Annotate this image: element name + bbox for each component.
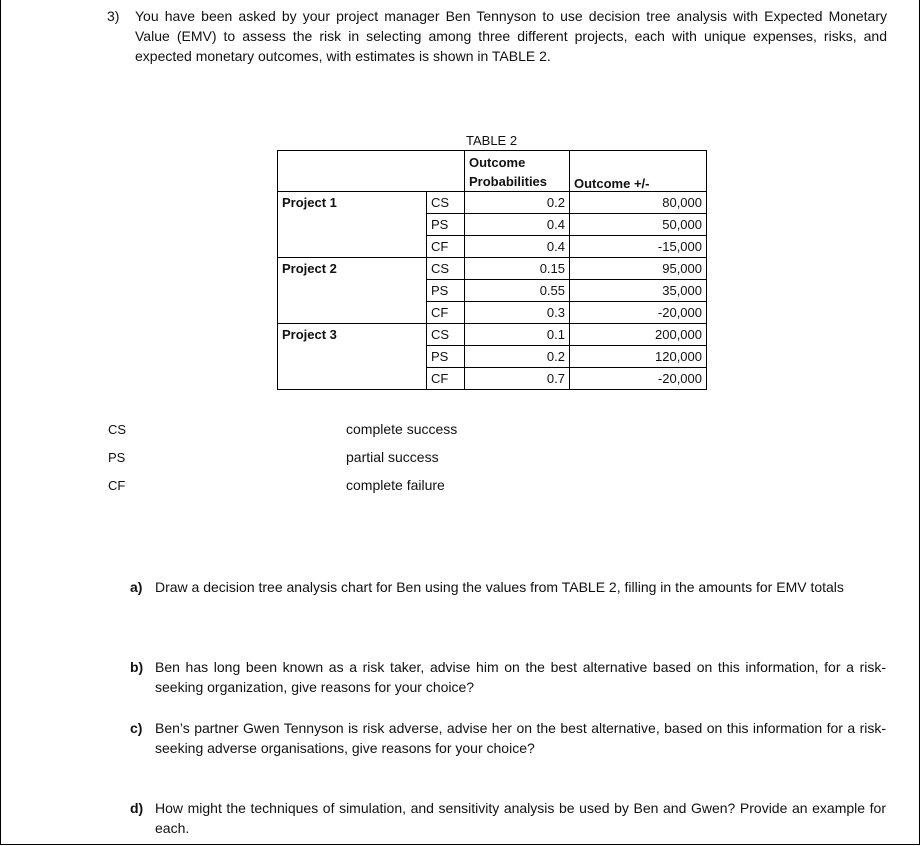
question-number: 3) <box>107 8 120 24</box>
table-header-row <box>278 151 707 192</box>
sub-question-d: d) How might the techniques of simulation, and sensitivity analysis be used by Ben and Gwen? Provide an example for each. <box>130 800 886 836</box>
table-row: PS 0.55 35,000 <box>278 280 707 302</box>
table-caption: TABLE 2 <box>466 133 518 148</box>
legend-desc: complete failure <box>346 477 445 493</box>
table-row: Project 2 CS 0.15 95,000 <box>278 258 707 280</box>
sub-question-c: c) Ben’s partner Gwen Tennyson is risk adverse, advise her on the best alternative, based on this information for a risk-seeking adverse organisations, give reasons for your choice? <box>130 720 886 756</box>
project-name: Project 1 <box>278 192 427 214</box>
table-row: PS 0.4 50,000 <box>278 214 707 236</box>
project-name: Project 2 <box>278 258 427 280</box>
legend-desc: partial success <box>346 449 439 465</box>
legend-code: CS <box>108 422 127 437</box>
question-text: You have been asked by your project manager Ben Tennyson to use decision tree analysis with Expected Monetary Value (EMV) to assess the risk in selecting among three different projects, each with unique expenses, risks, and expected monetary outcomes, with estimates is shown in TABLE 2. <box>135 8 887 64</box>
legend-desc: complete success <box>346 421 458 437</box>
sub-question-a: a) Draw a decision tree analysis chart for Ben using the values from TABLE 2, filling in the amounts for EMV totals <box>130 579 844 595</box>
legend-code: CF <box>108 478 126 493</box>
table-row: CF 0.4 -15,000 <box>278 236 707 258</box>
project-name: Project 3 <box>278 324 427 346</box>
outcomes-table <box>277 150 707 390</box>
table-row: PS 0.2 120,000 <box>278 346 707 368</box>
legend-code: PS <box>108 450 126 465</box>
question-3 <box>107 6 887 66</box>
sub-question-b: b) Ben has long been known as a risk taker, advise him on the best alternative based on this information, for a risk-seeking organization, give reasons for your choice? <box>130 659 886 695</box>
header-probabilities: Outcome Probabilities <box>465 151 570 192</box>
header-outcome: Outcome +/- <box>570 151 707 192</box>
table-row: Project 3 CS 0.1 200,000 <box>278 324 707 346</box>
table-row: CF 0.3 -20,000 <box>278 302 707 324</box>
table-row: Project 1 CS 0.2 80,000 <box>278 192 707 214</box>
table-row: CF 0.7 -20,000 <box>278 368 707 390</box>
